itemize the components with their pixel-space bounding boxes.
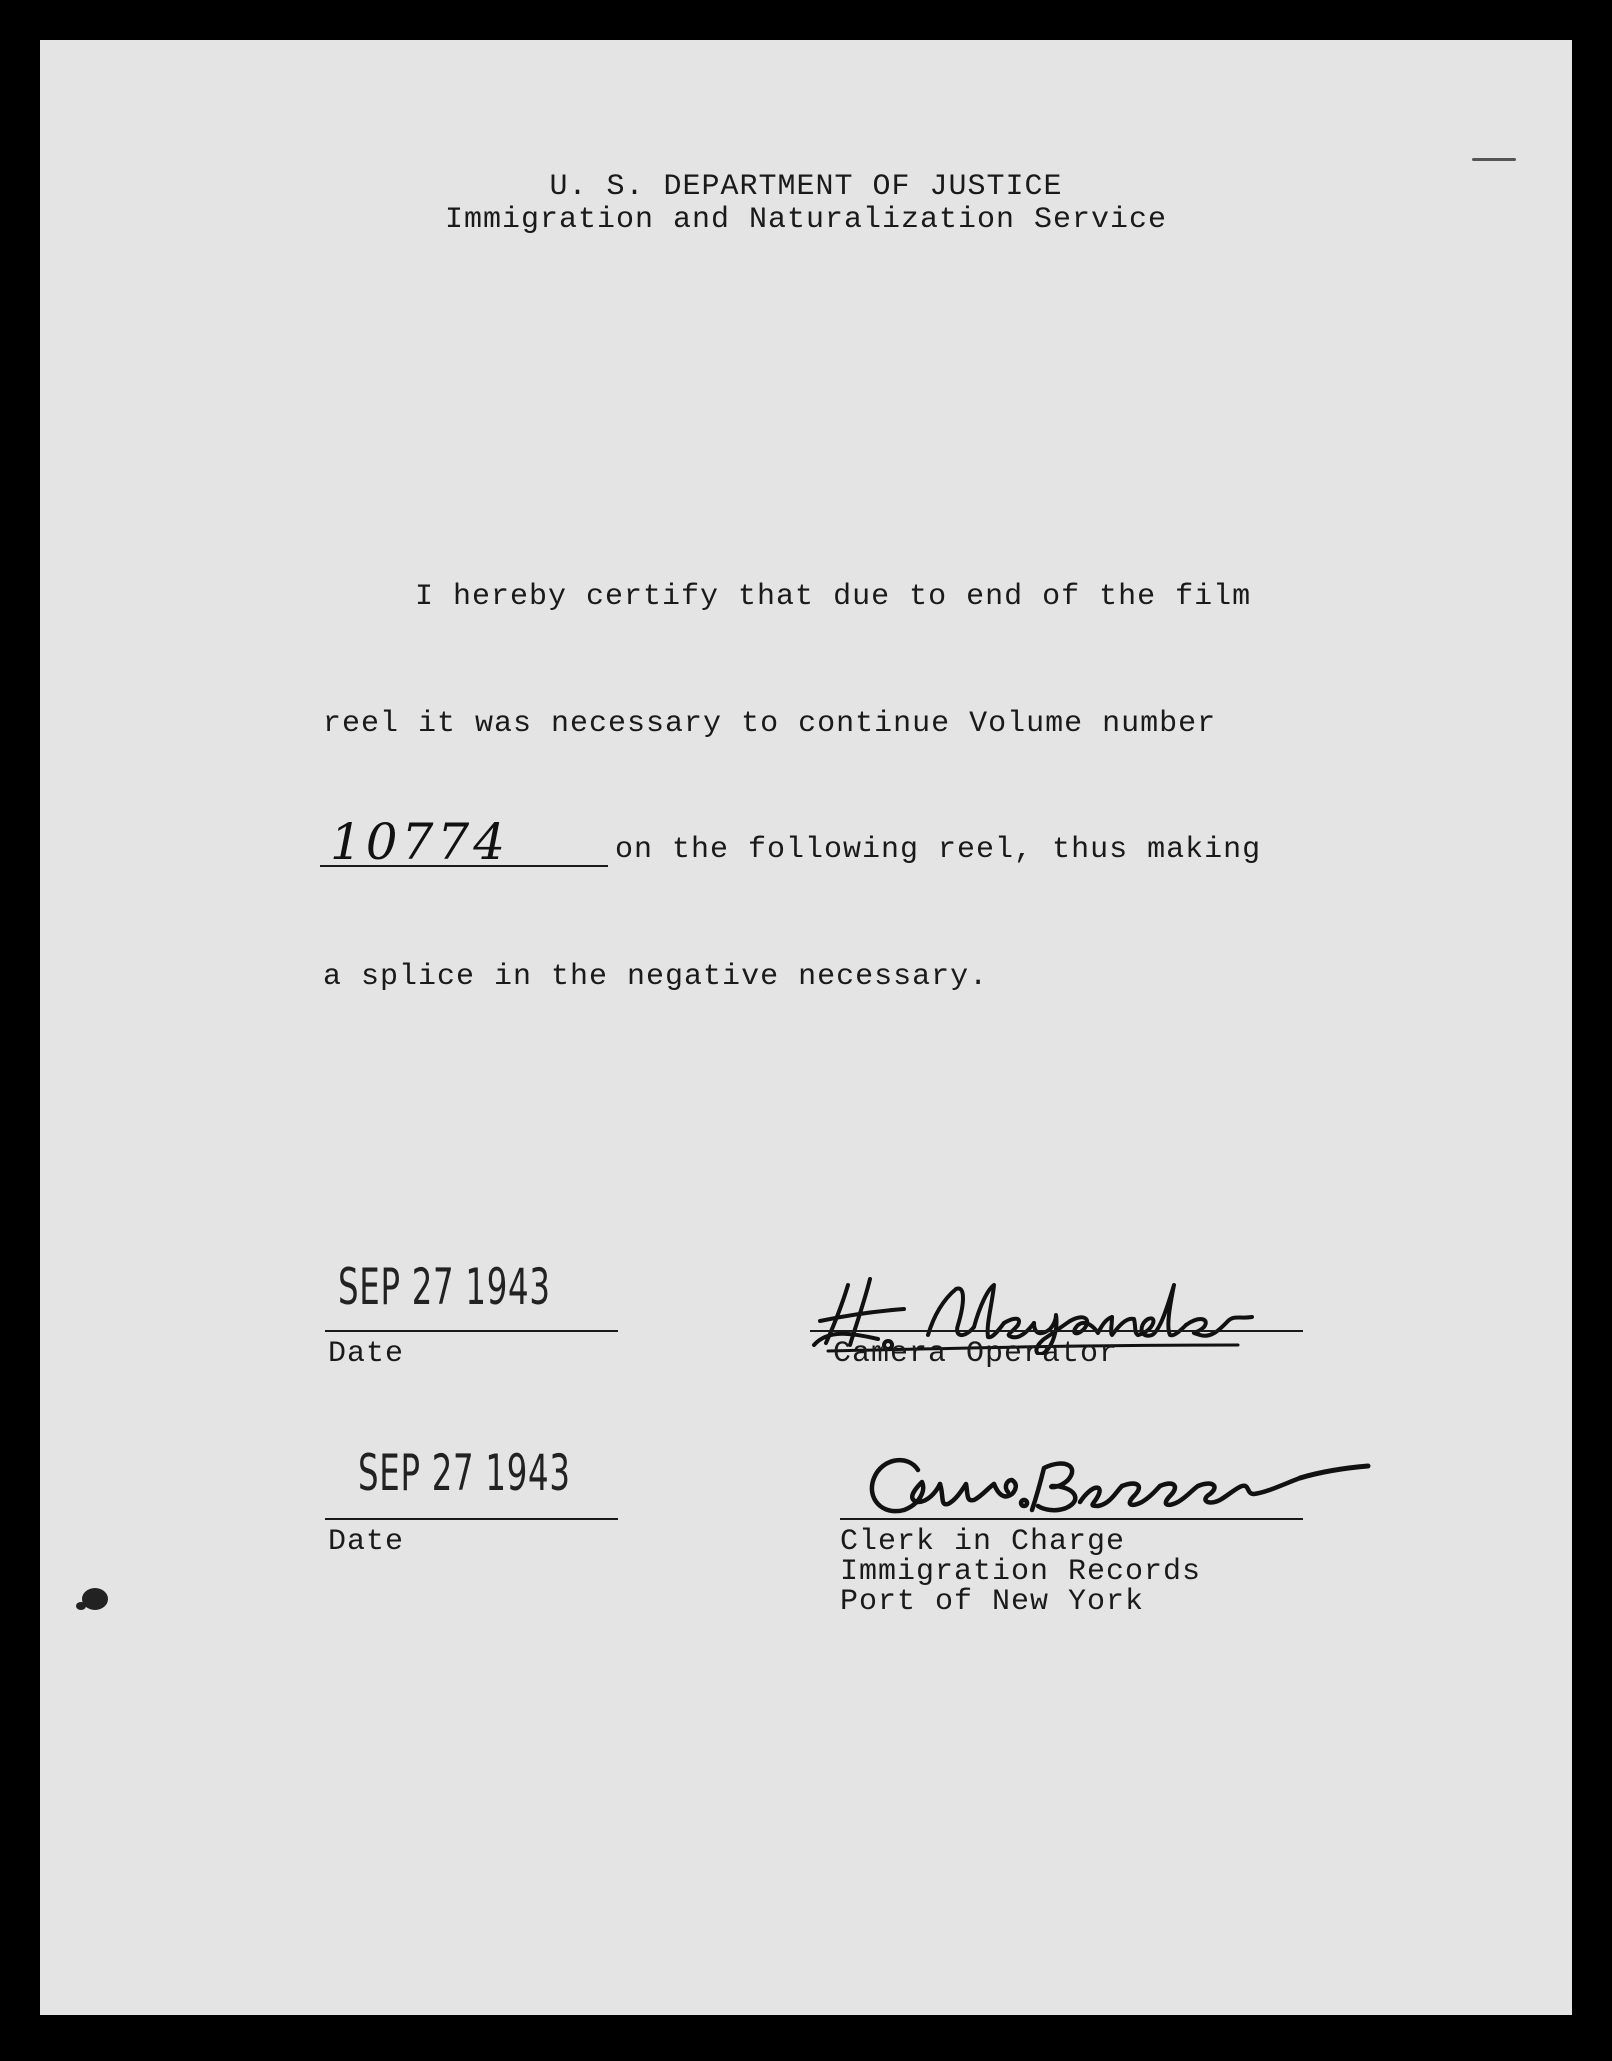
clerk-title-label: Clerk in Charge	[840, 1525, 1126, 1559]
clerk-signature-line	[840, 1518, 1303, 1520]
date-line-clerk	[325, 1518, 618, 1520]
clerk-signature	[848, 1440, 1388, 1530]
date-line-camera	[325, 1330, 618, 1332]
certification-line-2: reel it was necessary to continue Volume number	[323, 707, 1217, 741]
certification-line-4: a splice in the negative necessary.	[323, 960, 989, 994]
volume-number-field	[320, 815, 608, 875]
camera-operator-label: Camera Operator	[833, 1337, 1119, 1371]
scan-mark	[1472, 158, 1516, 161]
date-stamp-camera: SEP 27 1943	[338, 1258, 551, 1316]
ink-speck	[76, 1602, 86, 1610]
service-subheading: Immigration and Naturalization Service	[444, 203, 1168, 237]
department-heading: U. S. DEPARTMENT OF JUSTICE	[549, 170, 1063, 204]
camera-operator-line	[810, 1330, 1303, 1332]
clerk-department-label: Immigration Records	[840, 1555, 1202, 1589]
date-stamp-clerk: SEP 27 1943	[358, 1444, 571, 1502]
volume-number-handwritten: 10774	[330, 813, 510, 871]
clerk-location-label: Port of New York	[840, 1585, 1145, 1619]
document-page	[40, 40, 1572, 2015]
certification-line-1: I hereby certify that due to end of the film	[415, 580, 1252, 614]
certification-line-3: on the following reel, thus making	[615, 833, 1262, 867]
date-label-camera: Date	[328, 1337, 405, 1371]
date-label-clerk: Date	[328, 1525, 405, 1559]
